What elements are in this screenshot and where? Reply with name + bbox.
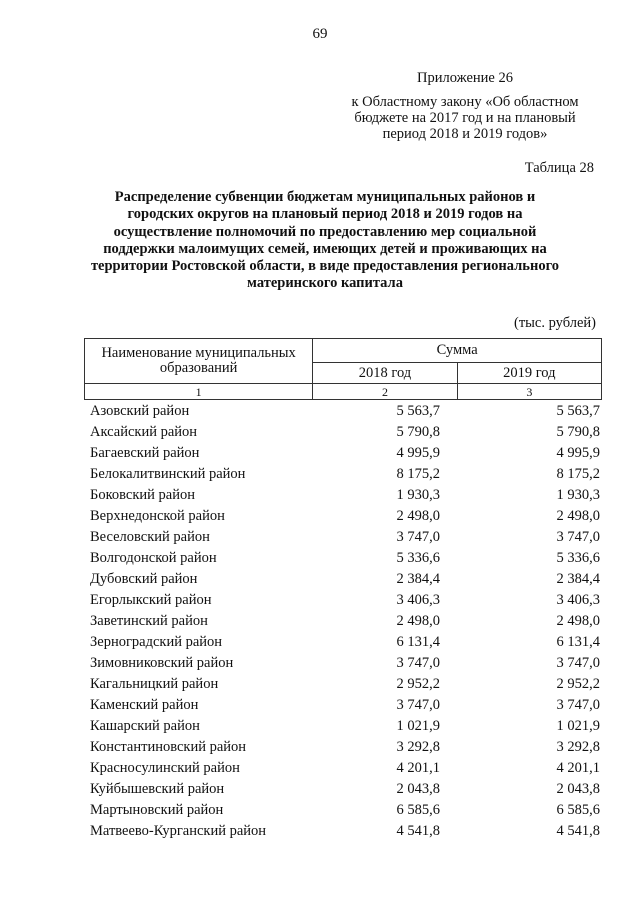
row-value-2018: 3 406,3 bbox=[396, 592, 440, 608]
row-value-2019: 2 043,8 bbox=[556, 781, 600, 797]
row-value-2019: 3 747,0 bbox=[556, 697, 600, 713]
title-line: Распределение субвенции бюджетам муниципальных районов и bbox=[114, 189, 536, 205]
title-line: материнского капитала bbox=[247, 275, 403, 292]
appendix-law-line: период 2018 и 2019 годов» bbox=[382, 126, 548, 142]
row-value-2018: 4 541,8 bbox=[396, 823, 440, 839]
row-value-2019: 8 175,2 bbox=[556, 466, 600, 482]
row-name: Зерноградский район bbox=[90, 634, 223, 650]
row-value-2019: 2 952,2 bbox=[556, 676, 600, 692]
row-name: Красносулинский район bbox=[90, 760, 240, 776]
title-line: поддержки малоимущих семей, имеющих детей и проживающих на bbox=[103, 240, 547, 257]
table-row bbox=[90, 739, 600, 760]
row-value-2019: 1 930,3 bbox=[556, 487, 600, 503]
table-row bbox=[90, 781, 600, 802]
row-value-2018: 4 995,9 bbox=[396, 445, 440, 461]
header-sum: Сумма bbox=[313, 339, 602, 363]
row-value-2018: 3 747,0 bbox=[396, 655, 440, 671]
title-line: территории Ростовской области, в виде предоставления регионального bbox=[90, 258, 560, 275]
row-name: Заветинский район bbox=[90, 613, 208, 629]
table-row bbox=[90, 697, 600, 718]
row-value-2019: 6 131,4 bbox=[556, 634, 600, 650]
row-value-2018: 5 790,8 bbox=[396, 424, 440, 440]
row-value-2018: 2 498,0 bbox=[396, 508, 440, 524]
table-row bbox=[90, 655, 600, 676]
row-name: Матвеево-Курганский район bbox=[90, 823, 267, 839]
row-value-2019: 2 498,0 bbox=[556, 613, 600, 629]
table-number: Таблица 28 bbox=[524, 160, 594, 176]
row-name: Куйбышевский район bbox=[90, 781, 225, 797]
row-value-2018: 6 585,6 bbox=[396, 802, 440, 818]
table-row bbox=[90, 592, 600, 613]
row-value-2018: 6 131,4 bbox=[396, 634, 440, 650]
header-name-column: Наименование муниципальных образований bbox=[85, 339, 313, 384]
row-name: Константиновский район bbox=[90, 739, 247, 755]
header-index-2: 2 bbox=[313, 384, 457, 400]
row-value-2019: 2 498,0 bbox=[556, 508, 600, 524]
row-value-2018: 2 498,0 bbox=[396, 613, 440, 629]
row-value-2019: 1 021,9 bbox=[556, 718, 600, 734]
header-year-2018: 2018 год bbox=[313, 363, 457, 384]
row-value-2018: 2 952,2 bbox=[396, 676, 440, 692]
table-row bbox=[90, 634, 600, 655]
row-value-2018: 1 021,9 bbox=[396, 718, 440, 734]
row-value-2019: 3 747,0 bbox=[556, 529, 600, 545]
row-name: Каменский район bbox=[90, 697, 199, 713]
appendix-number: Приложение 26 bbox=[417, 70, 513, 86]
table-row bbox=[90, 529, 600, 550]
table-row bbox=[90, 466, 600, 487]
header-index-1: 1 bbox=[85, 384, 313, 400]
row-value-2019: 3 747,0 bbox=[556, 655, 600, 671]
table-row bbox=[90, 823, 600, 844]
table-header bbox=[84, 338, 602, 400]
table-row bbox=[90, 445, 600, 466]
row-name: Мартыновский район bbox=[90, 802, 224, 818]
row-name: Боковский район bbox=[90, 487, 195, 503]
row-name: Волгодонской район bbox=[90, 550, 217, 566]
row-value-2018: 3 292,8 bbox=[396, 739, 440, 755]
row-value-2018: 4 201,1 bbox=[396, 760, 440, 776]
row-name: Верхнедонской район bbox=[90, 508, 225, 524]
row-value-2018: 2 043,8 bbox=[396, 781, 440, 797]
document-title bbox=[70, 189, 580, 293]
table-body bbox=[90, 403, 600, 844]
table-row bbox=[90, 676, 600, 697]
appendix-law-line: бюджете на 2017 год и на плановый bbox=[354, 110, 576, 126]
row-value-2018: 3 747,0 bbox=[396, 697, 440, 713]
row-name: Кагальницкий район bbox=[90, 676, 219, 692]
table-row bbox=[90, 802, 600, 823]
row-value-2018: 2 384,4 bbox=[396, 571, 440, 587]
units-label: (тыс. рублей) bbox=[514, 315, 596, 331]
page-number: 69 bbox=[312, 26, 328, 42]
row-name: Веселовский район bbox=[90, 529, 210, 545]
row-value-2018: 8 175,2 bbox=[396, 466, 440, 482]
table-row bbox=[90, 508, 600, 529]
row-value-2019: 2 384,4 bbox=[556, 571, 600, 587]
table-row bbox=[90, 571, 600, 592]
title-line: городских округов на плановый период 2018 и 2019 годов на bbox=[127, 206, 523, 223]
table-row bbox=[90, 718, 600, 739]
row-name: Дубовский район bbox=[90, 571, 198, 587]
row-value-2019: 4 995,9 bbox=[556, 445, 600, 461]
row-name: Аксайский район bbox=[90, 424, 198, 440]
row-name: Зимовниковский район bbox=[90, 655, 234, 671]
row-value-2019: 5 336,6 bbox=[556, 550, 600, 566]
row-value-2018: 5 563,7 bbox=[396, 403, 440, 419]
row-value-2019: 6 585,6 bbox=[556, 802, 600, 818]
row-value-2019: 3 292,8 bbox=[556, 739, 600, 755]
table-row bbox=[90, 487, 600, 508]
header-index-3: 3 bbox=[457, 384, 601, 400]
appendix-law-line: к Областному закону «Об областном bbox=[351, 94, 579, 110]
row-name: Белокалитвинский район bbox=[90, 466, 246, 482]
title-line: осуществление полномочий по предоставлению мер социальной bbox=[113, 223, 537, 240]
header-year-2019: 2019 год bbox=[457, 363, 601, 384]
row-name: Кашарский район bbox=[90, 718, 200, 734]
table-row bbox=[90, 403, 600, 424]
table-row bbox=[90, 760, 600, 781]
row-value-2019: 5 790,8 bbox=[556, 424, 600, 440]
row-value-2018: 5 336,6 bbox=[396, 550, 440, 566]
table-row bbox=[90, 613, 600, 634]
row-value-2019: 5 563,7 bbox=[556, 403, 600, 419]
row-name: Егорлыкский район bbox=[90, 592, 212, 608]
table-row bbox=[90, 550, 600, 571]
row-name: Багаевский район bbox=[90, 445, 200, 461]
row-value-2019: 3 406,3 bbox=[556, 592, 600, 608]
appendix-block bbox=[330, 70, 600, 142]
row-value-2019: 4 201,1 bbox=[556, 760, 600, 776]
row-value-2019: 4 541,8 bbox=[556, 823, 600, 839]
row-value-2018: 1 930,3 bbox=[396, 487, 440, 503]
table-row bbox=[90, 424, 600, 445]
row-value-2018: 3 747,0 bbox=[396, 529, 440, 545]
row-name: Азовский район bbox=[90, 403, 190, 419]
